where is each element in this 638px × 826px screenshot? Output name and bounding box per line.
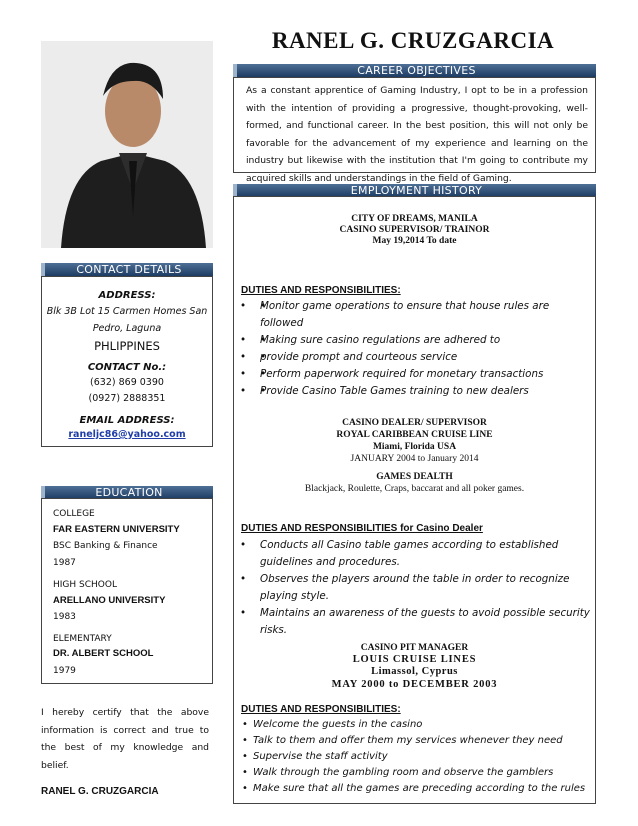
list-item: • Welcome the guests in the casino bbox=[242, 719, 423, 730]
job2-games-label: GAMES DEALTH bbox=[376, 472, 453, 482]
college-year: 1987 bbox=[53, 558, 76, 568]
address-line1: Blk 3B Lot 15 Carmen Homes San bbox=[46, 306, 208, 317]
job3-title: CASINO PIT MANAGER bbox=[360, 643, 469, 653]
list-item: • • Perform paperwork required for monetary transactions bbox=[260, 366, 590, 383]
job3-duties-heading: DUTIES AND RESPONSIBILITIES: bbox=[241, 704, 401, 715]
hs-label: HIGH SCHOOL bbox=[53, 580, 117, 590]
job2-date: JANUARY 2004 to January 2014 bbox=[350, 454, 479, 464]
contact-details-header: CONTACT DETAILS bbox=[41, 263, 213, 276]
college-school: FAR EASTERN UNIVERSITY bbox=[53, 524, 180, 535]
job2-title: CASINO DEALER/ SUPERVISOR bbox=[342, 418, 487, 428]
education-content bbox=[53, 507, 209, 678]
job1-duties-heading: DUTIES AND RESPONSIBILITIES: bbox=[241, 285, 401, 296]
job2-games: Blackjack, Roulette, Craps, baccarat and all poker games. bbox=[304, 484, 525, 494]
job2-location: Miami, Florida USA bbox=[372, 442, 457, 452]
phone-2: (0927) 2888351 bbox=[88, 393, 166, 404]
job1-duties-list bbox=[240, 298, 590, 400]
list-item: • Conducts all Casino table games according to established guidelines and procedures. bbox=[240, 539, 559, 568]
list-item: • • provide prompt and courteous service bbox=[260, 349, 590, 366]
job3-company: LOUIS CRUISE LINES bbox=[352, 654, 477, 665]
list-item: • • Making sure casino regulations are adhered to bbox=[260, 332, 590, 349]
country: PHLIPPINES bbox=[94, 339, 160, 353]
list-item: • • Provide Casino Table Games training to new dealers bbox=[260, 383, 590, 400]
list-item: • • Monitor game operations to ensure that house rules are followed bbox=[260, 298, 590, 332]
elem-year: 1979 bbox=[53, 666, 76, 676]
job3-header bbox=[233, 643, 596, 691]
college-label: COLLEGE bbox=[53, 509, 95, 519]
profile-photo bbox=[41, 41, 213, 248]
college-course: BSC Banking & Finance bbox=[53, 541, 158, 551]
list-item: • Maintains an awareness of the guests to avoid possible security risks. bbox=[240, 607, 590, 636]
job2-header bbox=[233, 417, 596, 495]
employment-history-header: EMPLOYMENT HISTORY bbox=[233, 184, 596, 197]
elem-school: DR. ALBERT SCHOOL bbox=[53, 648, 154, 659]
footer-name: RANEL G. CRUZGARCIA bbox=[41, 786, 159, 797]
job2-duties-heading: DUTIES AND RESPONSIBILITIES for Casino Dealer bbox=[241, 523, 483, 534]
person-silhouette-icon bbox=[41, 41, 213, 248]
list-item: • Supervise the staff activity bbox=[242, 751, 388, 762]
list-item: • Make sure that all the games are preceding according to the rules bbox=[242, 783, 586, 794]
education-header: EDUCATION bbox=[41, 486, 213, 499]
contact-number-label: CONTACT No.: bbox=[87, 362, 167, 373]
hs-year: 1983 bbox=[53, 612, 76, 622]
hs-school: ARELLANO UNIVERSITY bbox=[53, 595, 166, 606]
job1-title: CASINO SUPERVISOR/ TRAINOR bbox=[339, 225, 490, 235]
job3-date: MAY 2000 to DECEMBER 2003 bbox=[331, 679, 498, 690]
elem-label: ELEMENTARY bbox=[53, 634, 112, 644]
address-line2: Pedro, Laguna bbox=[92, 323, 162, 334]
certification-text: I hereby certify that the above information is correct and true to the best of my knowledge and belief. bbox=[41, 707, 209, 771]
job3-duties-list bbox=[242, 717, 593, 797]
email-link[interactable]: raneljc86@yahoo.com bbox=[68, 429, 186, 440]
email-label: EMAIL ADDRESS: bbox=[79, 415, 175, 426]
career-objectives-header: CAREER OBJECTIVES bbox=[233, 64, 596, 77]
job1-company: CITY OF DREAMS, MANILA bbox=[351, 214, 478, 224]
job3-location: Limassol, Cyprus bbox=[371, 666, 458, 677]
job2-company: ROYAL CARIBBEAN CRUISE LINE bbox=[336, 430, 493, 440]
list-item: • Talk to them and offer them my services whenever they need bbox=[242, 735, 563, 746]
job1-header bbox=[233, 214, 596, 247]
list-item: • Walk through the gambling room and observe the gamblers bbox=[242, 767, 554, 778]
phone-1: (632) 869 0390 bbox=[90, 377, 164, 388]
address-label: ADDRESS: bbox=[98, 290, 156, 301]
career-objectives-text: As a constant apprentice of Gaming Industry, I opt to be in a profession with the intention of providing a progressive, thought-provoking, well-formed, and functional career. In the best position, this will not only be favorable for the advancement of my experience and learning on the industry but likewise with the institution that I'm going to contribute my acquired skills and understandings in the field of Gaming. bbox=[246, 85, 588, 184]
contact-details-content bbox=[41, 290, 213, 444]
resume-name: RANEL G. CRUZGARCIA bbox=[271, 28, 555, 53]
job1-date: May 19,2014 To date bbox=[372, 236, 457, 246]
list-item: • Observes the players around the table in order to recognize playing style. bbox=[240, 573, 570, 602]
job2-duties-list bbox=[240, 537, 592, 639]
